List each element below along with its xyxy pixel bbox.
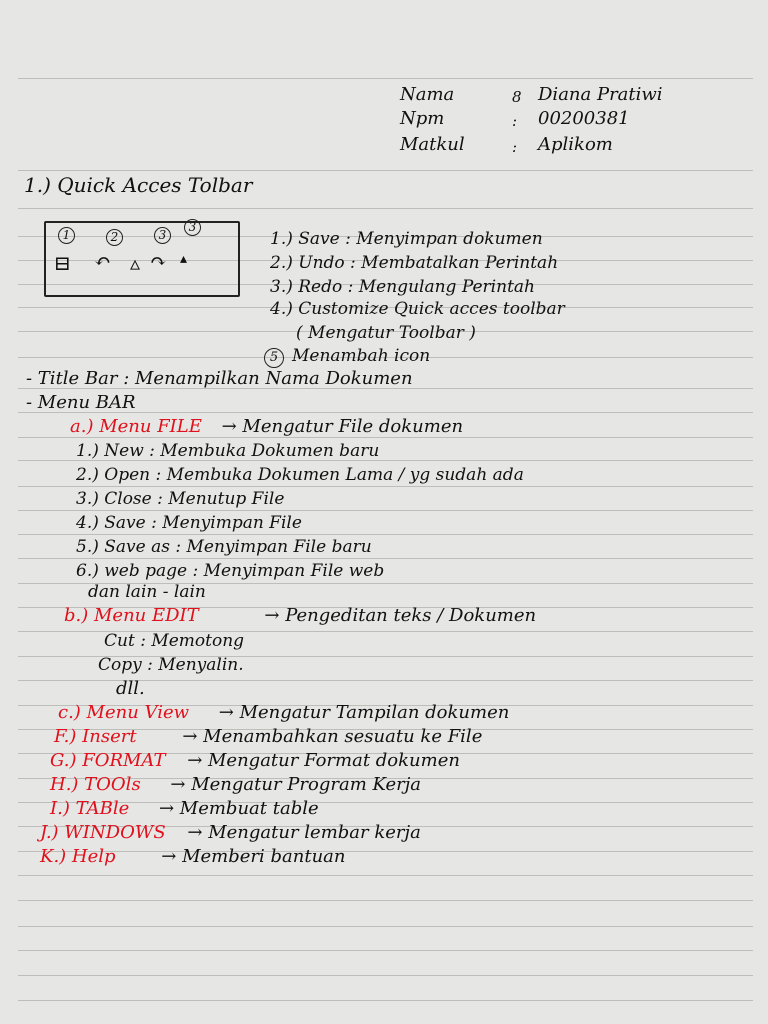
triangle-icon: ▵: [130, 251, 141, 275]
menu-format-desc: → Mengatur Format dokumen: [187, 750, 460, 771]
edit-item-dll: dll.: [116, 678, 145, 699]
menu-insert-desc: → Menambahkan sesuatu ke File: [182, 726, 483, 747]
edit-item-copy: Copy : Menyalin.: [98, 655, 244, 675]
file-item-save-as: 5.) Save as : Menyimpan File baru: [76, 537, 372, 557]
qat-item-customize-note: ( Mengatur Toolbar ): [296, 323, 476, 343]
menu-windows-row: [40, 822, 421, 844]
npm-separator: :: [512, 112, 518, 130]
file-item-open: 2.) Open : Membuka Dokumen Lama / yg sudah ada: [76, 465, 524, 485]
file-item-close: 3.) Close : Menutup File: [76, 489, 285, 509]
toolbar-num-1: 1: [58, 227, 75, 244]
section-title-quick-access: 1.) Quick Acces Tolbar: [24, 173, 253, 197]
name-value: Diana Pratiwi: [538, 84, 663, 105]
menu-view-label: c.) Menu View: [58, 702, 190, 723]
qat-item-redo: 3.) Redo : Mengulang Perintah: [270, 277, 535, 297]
toolbar-num-3b: 3: [184, 219, 201, 236]
menu-view-desc: → Mengatur Tampilan dokumen: [218, 702, 510, 723]
name-separator: 8: [512, 88, 522, 106]
menu-format-label: G.) FORMAT: [50, 750, 166, 771]
file-item-web-page: 6.) web page : Menyimpan File web: [76, 561, 385, 581]
qat-item-customize: 4.) Customize Quick acces toolbar: [270, 299, 565, 319]
qat-item-5-number: 5: [264, 348, 284, 368]
menu-insert-row: [54, 726, 482, 748]
menu-edit-label: b.) Menu EDIT: [64, 605, 199, 626]
matkul-separator: :: [512, 138, 518, 156]
menu-windows-label: J.) WINDOWS: [40, 822, 166, 843]
edit-item-cut: Cut : Memotong: [104, 631, 245, 651]
menu-help-desc: → Memberi bantuan: [161, 846, 346, 867]
qat-item-undo: 2.) Undo : Membatalkan Perintah: [270, 253, 559, 273]
menu-help-label: K.) Help: [40, 846, 116, 867]
npm-value: 00200381: [538, 108, 630, 129]
npm-label: Npm: [400, 108, 445, 129]
qat-item-save: 1.) Save : Menyimpan dokumen: [270, 229, 543, 249]
save-icon: ⊟: [54, 251, 71, 275]
name-label: Nama: [400, 84, 455, 105]
file-item-new: 1.) New : Membuka Dokumen baru: [76, 441, 380, 461]
menu-windows-desc: → Mengatur lembar kerja: [187, 822, 421, 843]
menu-edit-desc: → Pengeditan teks / Dokumen: [264, 605, 537, 626]
title-bar-line: - Title Bar : Menampilkan Nama Dokumen: [26, 368, 413, 389]
menu-bar-heading: - Menu BAR: [26, 392, 136, 413]
toolbar-sketch: [44, 221, 240, 297]
file-item-save: 4.) Save : Menyimpan File: [76, 513, 302, 533]
menu-format-row: [50, 750, 460, 772]
undo-icon: ↶: [94, 249, 111, 273]
menu-help-row: [40, 846, 346, 868]
menu-edit-row: [64, 605, 536, 627]
matkul-label: Matkul: [400, 134, 465, 155]
file-item-etc: dan lain - lain: [88, 582, 206, 602]
customize-icon: ▴: [180, 251, 188, 267]
toolbar-num-2: 2: [106, 229, 123, 246]
menu-view-row: [58, 702, 509, 724]
menu-table-desc: → Membuat table: [158, 798, 319, 819]
qat-item-5: [264, 345, 430, 368]
qat-item-5-text: Menambah icon: [292, 346, 431, 366]
redo-icon: ↷: [150, 249, 167, 273]
menu-tools-desc: → Mengatur Program Kerja: [170, 774, 422, 795]
menu-tools-label: H.) TOOls: [50, 774, 141, 795]
menu-file-label: a.) Menu FILE: [70, 416, 202, 437]
menu-file-row: [70, 416, 463, 438]
menu-tools-row: [50, 774, 421, 796]
matkul-value: Aplikom: [538, 134, 613, 155]
menu-insert-label: F.) Insert: [54, 726, 137, 747]
menu-file-desc: → Mengatur File dokumen: [221, 416, 464, 437]
menu-table-label: I.) TABle: [50, 798, 130, 819]
menu-table-row: [50, 798, 319, 820]
toolbar-num-3: 3: [154, 227, 171, 244]
